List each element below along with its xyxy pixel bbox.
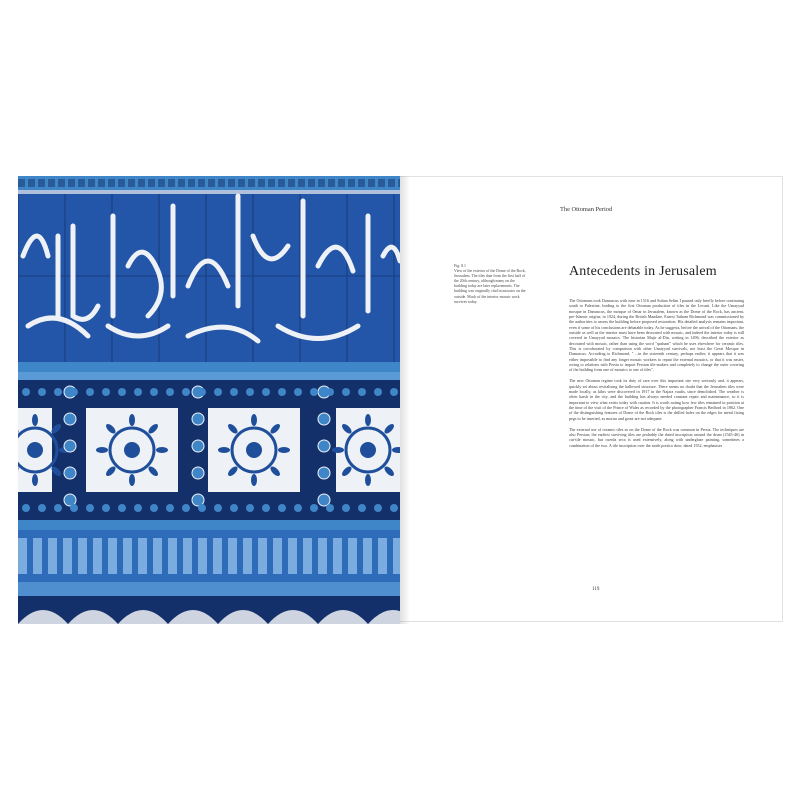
- paragraph: The Ottomans took Damascus with ease in 1516 and Sultan Selim I paused only briefly before continuing south to Palestine, leading to the first Ottoman production of tiles in the Levant. Like the Umayyad mosque in Damascus, the mosque of Omar in Jerusalem, known as the Dome of the Rock, has ancient, pre-Islamic origins; in 1924, during the British Mandate, Ernest Tatham Richmond was commissioned by the authorities to assess the building before proposed restoration. His detailed analysis remains important, even if some of his conclusions are debatable today. As he suggests, before the arrival of the Ottomans, the outside as well as the interior must have been decorated with mosaic, and indeed the interior today is still covered in Umayyad mosaics. The historian Mujir al-Din, writing in 1496, described the exterior as decorated with mosaic, rather than using the word "qashani" which he uses elsewhere for ceramic tiles. This is corroborated by comparison with other Umayyad survivals, not least the Great Mosque in Damascus. According to Richmond, " ...in the sixteenth century, perhaps earlier, it appears that it was either impossible to find any longer mosaic workers to repair the external mosaics, or that it was easier, owing to relations with Persia to import Persian tile-makers and completely to change the outer covering of the building from one of mosaics to one of tiles".: [569, 298, 744, 373]
- body-text: [569, 298, 744, 454]
- figure-caption-text: View of the exterior of the Dome of the Rock, Jerusalem. The tiles date from the first half of the 20th century, although many on the building today are later replacements. The building was originally clad in mosaics on the outside. Much of the interior mosaic work survives today.: [454, 269, 526, 304]
- figure-label: Fig. 8.1: [454, 264, 466, 268]
- running-head: The Ottoman Period: [560, 206, 613, 213]
- tile-photograph: [18, 176, 400, 624]
- section-title: Antecedents in Jerusalem: [569, 264, 717, 279]
- ceramic-tile-image: [18, 176, 400, 624]
- figure-caption: [454, 264, 526, 305]
- page-number: 119: [592, 587, 600, 592]
- paragraph: The new Ottoman regime took its duty of care over this important site very seriously and, it appears, quickly set about revitalising the hallowed structure. There seems no doubt that the Jerusalem tiles were made locally, as kilns were discovered in 1917 in the Najara vaults, since demolished. The weather is often harsh in the city, and the building has always needed constant repair and maintenance, so it is important to view what exists today with caution. It is worth noting how few tiles remained in position at the time of the visit of the Prince of Wales as recorded by the photographer Francis Bedford in 1862. One of the distinguishing features of Dome of the Rock tiles is the drilled holes on the edges for metal fixing pegs to be inserted, as mortar and grout are not adequate.: [569, 378, 744, 421]
- paragraph: The external use of ceramic tiles as on the Dome of the Rock was common in Persia. The techniques are also Persian; the earliest surviving tiles are probably the dated inscription around the drum (1545-46) in cut-tile mosaic, but cuerda seca is used extensively, along with underglaze painting, sometimes a combination of the two. A tile inscription over the north portico door, dated 1552, emphasises: [569, 426, 744, 448]
